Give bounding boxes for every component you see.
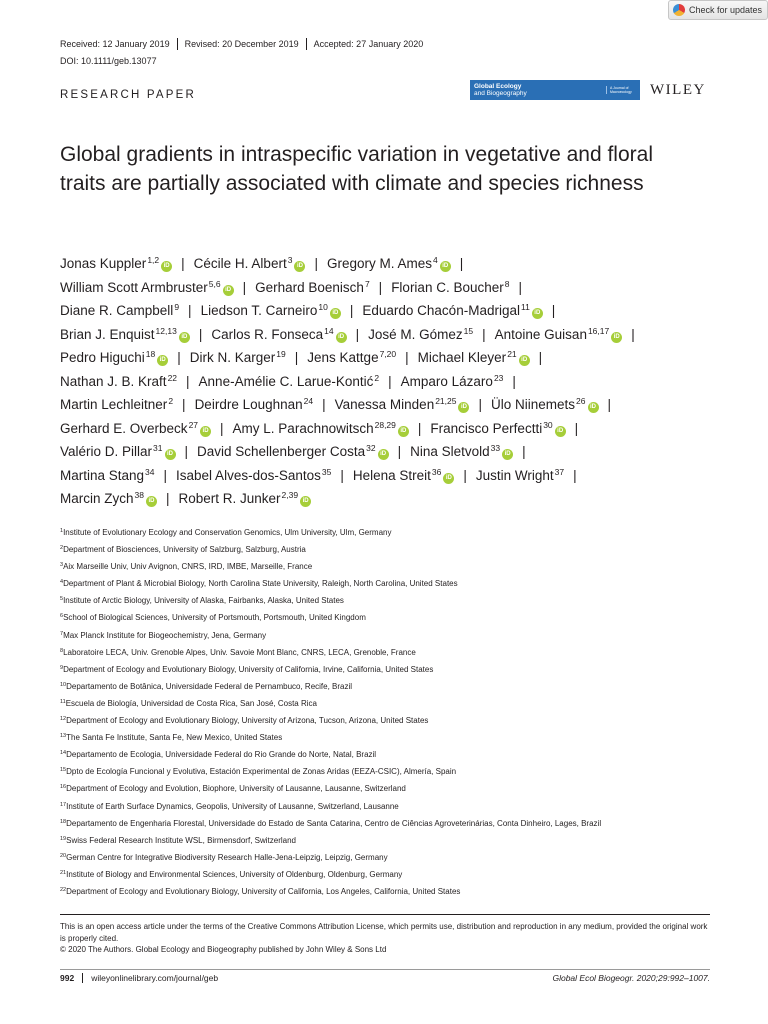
author-line: [60, 349, 720, 373]
affiliation: [60, 699, 720, 716]
author[interactable]: [60, 350, 168, 365]
affiliation-number: 20: [60, 852, 67, 859]
orcid-icon[interactable]: iD: [443, 473, 454, 484]
author-affiliation-ref: 35: [321, 466, 332, 477]
author-line: [60, 420, 720, 444]
orcid-icon[interactable]: iD: [336, 332, 347, 343]
author-name: Liedson T. Carneiro: [200, 303, 318, 318]
author[interactable]: [418, 350, 530, 365]
orcid-icon[interactable]: iD: [532, 308, 543, 319]
author[interactable]: [368, 327, 473, 342]
affiliation: [60, 802, 720, 819]
page-number: 992: [60, 973, 75, 983]
author-separator: |: [184, 444, 189, 459]
author[interactable]: [353, 468, 455, 483]
author-name: Jens Kattge: [307, 350, 379, 365]
affiliation: [60, 750, 720, 767]
author[interactable]: [307, 350, 396, 365]
footer-divider: [82, 973, 83, 983]
author-name: Martin Lechleitner: [60, 397, 168, 412]
author-separator: |: [397, 444, 402, 459]
author-separator: |: [551, 303, 556, 318]
author-name: Helena Streit: [352, 467, 431, 483]
author-name: Gregory M. Ames: [326, 256, 432, 271]
author[interactable]: [60, 421, 211, 436]
affiliation-text: Dpto de Ecología Funcional y Evolutiva, Estación Experimental de Zonas Aridas (EEZA-CSIC), Almería, Spain: [66, 767, 457, 777]
author-separator: |: [417, 420, 422, 436]
author[interactable]: [179, 491, 312, 506]
check-for-updates-button[interactable]: [668, 0, 768, 20]
affiliation: [60, 733, 720, 750]
author-name: David Schellenberger Costa: [197, 444, 366, 459]
date-divider: [306, 38, 307, 50]
affiliation-number: 16: [60, 784, 67, 791]
affiliation: [60, 528, 720, 545]
author-name: Eduardo Chacón-Madrigal: [362, 303, 520, 318]
author-name: Cécile H. Albert: [193, 256, 287, 271]
author-affiliation-ref: 9: [174, 302, 180, 312]
crossmark-icon: [673, 4, 685, 16]
author-affiliation-ref: 2: [374, 372, 380, 383]
author[interactable]: [430, 421, 565, 436]
author-separator: |: [242, 279, 247, 295]
author-affiliation-ref: 33: [490, 443, 501, 453]
author[interactable]: [362, 303, 542, 318]
affiliation: [60, 767, 720, 784]
author-affiliation-ref: 2,39: [281, 490, 299, 500]
author-separator: |: [177, 350, 181, 365]
author-separator: |: [188, 303, 192, 318]
author-name: Vanessa Minden: [334, 397, 435, 412]
orcid-icon[interactable]: iD: [200, 426, 211, 437]
affiliation: [60, 596, 720, 613]
affiliation-text: Department of Ecology and Evolutionary Biology, University of California, Los Angeles, California, United States: [66, 886, 461, 896]
author-affiliation-ref: 18: [145, 349, 156, 359]
affiliation-number: 5: [60, 596, 64, 603]
author-separator: |: [163, 467, 168, 483]
author[interactable]: [199, 374, 380, 389]
author-separator: |: [631, 326, 635, 342]
author[interactable]: [60, 374, 177, 389]
author[interactable]: [401, 374, 504, 389]
author-affiliation-ref: 12,13: [155, 325, 177, 336]
author-name: Francisco Perfectti: [430, 420, 543, 436]
affiliation: [60, 853, 720, 870]
affiliation-number: 13: [60, 733, 67, 740]
author-separator: |: [378, 279, 383, 295]
author-affiliation-ref: 4: [432, 255, 438, 265]
author-affiliation-ref: 32: [366, 443, 376, 453]
author-separator: |: [314, 256, 318, 271]
journal-logo-line2: and Biogeography: [474, 90, 527, 97]
orcid-icon[interactable]: iD: [330, 308, 341, 319]
author[interactable]: [335, 397, 470, 412]
author-line: [60, 302, 720, 326]
affiliation-number: 10: [60, 681, 67, 688]
orcid-icon[interactable]: iD: [300, 496, 311, 507]
author-name: William Scott Armbruster: [60, 279, 208, 295]
author-affiliation-ref: 5,6: [208, 278, 221, 289]
affiliation-text: Aix Marseille Univ, Univ Avignon, CNRS, IRD, IMBE, Marseille, France: [63, 562, 313, 572]
revised-date: Revised: 20 December 2019: [184, 39, 299, 49]
article-type: RESEARCH PAPER: [60, 89, 197, 101]
author-affiliation-ref: 2: [168, 396, 174, 406]
affiliation-text: Department of Ecology and Evolutionary Biology, University of Arizona, Tucson, Arizona, United States: [66, 716, 429, 726]
author-name: Michael Kleyer: [417, 350, 507, 365]
affiliation-text: Department of Ecology and Evolution, Biophore, University of Lausanne, Lausanne, Switzerland: [66, 784, 406, 794]
page-footer: [60, 973, 710, 983]
author-separator: |: [574, 420, 579, 436]
affiliation-text: Departamento de Engenharia Florestal, Universidade do Estado de Santa Catarina, Centro de Ciências Agroveterinárias, Conta Dinheiro, Lages, Brazil: [66, 818, 602, 828]
affiliation: [60, 562, 720, 579]
author[interactable]: [60, 327, 190, 342]
affiliation-list: [60, 528, 720, 904]
affiliation-number: 9: [60, 664, 64, 671]
orcid-icon[interactable]: iD: [223, 285, 234, 296]
doi[interactable]: DOI: 10.1111/geb.13077: [60, 56, 157, 66]
author-name: Gerhard Boenisch: [255, 279, 364, 295]
author[interactable]: [195, 397, 314, 412]
author-name: Nina Sletvold: [410, 444, 490, 459]
affiliation: [60, 716, 720, 733]
author-name: Antoine Guisan: [494, 326, 587, 342]
affiliation-number: 21: [60, 869, 67, 876]
affiliation-text: Institute of Evolutionary Ecology and Conservation Genomics, Ulm University, Ulm, Germany: [63, 528, 392, 537]
author-affiliation-ref: 24: [303, 396, 314, 406]
journal-logo[interactable]: [470, 80, 640, 100]
author-separator: |: [182, 397, 186, 412]
author-line: [60, 490, 720, 514]
affiliation: [60, 648, 720, 665]
author-separator: |: [355, 326, 360, 342]
author-name: Nathan J. B. Kraft: [60, 373, 167, 389]
author-affiliation-ref: 7,20: [379, 349, 397, 359]
affiliation-number: 11: [60, 698, 66, 705]
author-name: Diane R. Campbell: [60, 303, 174, 318]
author-affiliation-ref: 10: [318, 302, 328, 312]
author-separator: |: [482, 326, 486, 342]
author[interactable]: [60, 280, 234, 295]
author-name: Deirdre Loughnan: [194, 397, 303, 412]
author[interactable]: [495, 327, 623, 342]
orcid-icon[interactable]: iD: [611, 332, 622, 343]
publisher-logo[interactable]: WILEY: [650, 82, 706, 98]
affiliation: [60, 579, 720, 596]
author-affiliation-ref: 21,25: [435, 396, 457, 406]
affiliation-text: Escuela de Biología, Universidad de Costa Rica, San José, Costa Rica: [65, 698, 317, 708]
author[interactable]: [60, 256, 172, 271]
author-affiliation-ref: 37: [554, 466, 565, 477]
author-name: Brian J. Enquist: [60, 326, 155, 342]
author-affiliation-ref: 38: [134, 490, 144, 500]
orcid-icon[interactable]: iD: [440, 261, 451, 272]
affiliation-number: 7: [60, 630, 64, 637]
affiliation-text: German Centre for Integrative Biodiversity Research Halle-Jena-Leipzig, Leipzig, Germany: [66, 852, 388, 862]
license-notice: [60, 921, 710, 956]
author-line: [60, 326, 720, 350]
author-affiliation-ref: 19: [276, 349, 286, 359]
author-affiliation-ref: 28,29: [374, 419, 396, 430]
orcid-icon[interactable]: iD: [398, 426, 409, 437]
affiliation-text: Institute of Biology and Environmental Sciences, University of Oldenburg, Oldenburg, Germany: [66, 869, 403, 879]
author-name: Pedro Higuchi: [60, 350, 145, 365]
affiliation: [60, 870, 720, 887]
author[interactable]: [391, 280, 509, 295]
author[interactable]: [197, 444, 389, 459]
author-line: [60, 279, 720, 303]
author-separator: |: [322, 397, 326, 412]
author-affiliation-ref: 21: [507, 349, 517, 359]
author-separator: |: [340, 467, 344, 483]
author[interactable]: [60, 444, 176, 459]
affiliation: [60, 631, 720, 648]
orcid-icon[interactable]: iD: [165, 449, 176, 460]
accepted-date: Accepted: 27 January 2020: [313, 39, 424, 49]
orcid-icon[interactable]: iD: [161, 261, 172, 272]
affiliation-number: 22: [60, 886, 67, 893]
author-separator: |: [522, 444, 526, 459]
affiliation-text: Swiss Federal Research Institute WSL, Birmensdorf, Switzerland: [66, 835, 296, 845]
author-line: [60, 467, 720, 491]
affiliation-number: 19: [60, 835, 67, 842]
divider: [60, 969, 710, 970]
affiliation-text: Laboratoire LECA, Univ. Grenoble Alpes, Univ. Savoie Mont Blanc, CNRS, LECA, Grenoble, France: [63, 647, 416, 657]
author-affiliation-ref: 36: [431, 466, 442, 477]
author-separator: |: [538, 350, 543, 365]
orcid-icon[interactable]: iD: [146, 496, 157, 507]
author[interactable]: [233, 421, 409, 436]
author-separator: |: [607, 397, 612, 412]
affiliation: [60, 545, 720, 562]
author-name: Marcin Zych: [60, 491, 134, 506]
author-separator: |: [512, 373, 516, 389]
orcid-icon[interactable]: iD: [519, 355, 530, 366]
affiliation-text: Department of Biosciences, University of Salzburg, Salzburg, Austria: [63, 545, 306, 555]
orcid-icon[interactable]: iD: [502, 449, 513, 460]
affiliation: [60, 665, 720, 682]
divider: [60, 914, 710, 915]
affiliation-number: 8: [60, 647, 64, 654]
affiliation-text: Max Planck Institute for Biogeochemistry, Jena, Germany: [63, 630, 267, 640]
author-separator: |: [478, 397, 482, 412]
author-line: [60, 396, 720, 420]
affiliation: [60, 819, 720, 836]
author-separator: |: [181, 256, 185, 271]
author-name: Anne-Amélie C. Larue-Kontić: [198, 373, 374, 389]
orcid-icon[interactable]: iD: [179, 332, 190, 343]
author[interactable]: [190, 350, 286, 365]
author-affiliation-ref: 34: [145, 466, 155, 477]
author-name: José M. Gómez: [368, 326, 463, 342]
affiliation-number: 18: [60, 818, 67, 825]
author-name: Jonas Kuppler: [60, 256, 147, 271]
author-affiliation-ref: 11: [520, 302, 530, 312]
orcid-icon[interactable]: iD: [588, 402, 599, 413]
affiliation-text: Institute of Arctic Biology, University of Alaska, Fairbanks, Alaska, United States: [63, 596, 344, 606]
author-name: Justin Wright: [475, 467, 554, 483]
affiliation-text: Departamento de Botânica, Universidade Federal de Pernambuco, Recife, Brazil: [66, 681, 353, 691]
author-name: Martina Stang: [60, 467, 145, 483]
affiliation-text: Institute of Earth Surface Dynamics, Geopolis, University of Lausanne, Switzerland, Lausanne: [66, 801, 399, 811]
author-separator: |: [573, 467, 577, 483]
affiliation: [60, 613, 720, 630]
check-updates-label: Check for updates: [689, 5, 763, 15]
author-name: Isabel Alves-dos-Santos: [176, 467, 321, 483]
affiliation: [60, 784, 720, 801]
author-affiliation-ref: 15: [463, 325, 474, 336]
affiliation-text: The Santa Fe Institute, Santa Fe, New Mexico, United States: [66, 733, 283, 743]
author-affiliation-ref: 27: [188, 419, 199, 430]
author-affiliation-ref: 26: [576, 396, 586, 406]
affiliation: [60, 682, 720, 699]
affiliation-number: 15: [60, 767, 67, 774]
author-separator: |: [463, 467, 467, 483]
author-name: Florian C. Boucher: [391, 279, 504, 295]
author-separator: |: [220, 420, 224, 436]
affiliation-text: Department of Plant & Microbial Biology, North Carolina State University, Raleigh, North Carolina, United States: [63, 579, 458, 589]
author[interactable]: [491, 397, 599, 412]
author[interactable]: [60, 397, 173, 412]
author-affiliation-ref: 3: [287, 255, 293, 265]
author-affiliation-ref: 23: [493, 372, 504, 383]
journal-logo-name: [474, 83, 606, 98]
author-separator: |: [388, 373, 392, 389]
orcid-icon[interactable]: iD: [157, 355, 168, 366]
orcid-icon[interactable]: iD: [294, 261, 305, 272]
author-name: Valério D. Pillar: [60, 444, 153, 459]
author-name: Gerhard E. Overbeck: [60, 420, 188, 436]
journal-logo-line1: Global Ecology: [474, 82, 522, 90]
author-name: Amparo Lázaro: [400, 373, 493, 389]
affiliation-text: Departamento de Ecologia, Universidade Federal do Rio Grande do Norte, Natal, Brazil: [66, 750, 377, 760]
orcid-icon[interactable]: iD: [458, 402, 469, 413]
author-name: Ülo Niinemets: [491, 397, 576, 412]
author-affiliation-ref: 22: [167, 372, 178, 383]
article-dates: [60, 38, 423, 50]
author[interactable]: [410, 444, 513, 459]
author-separator: |: [518, 279, 522, 295]
author-separator: |: [405, 350, 409, 365]
author[interactable]: [201, 303, 341, 318]
author-affiliation-ref: 1,2: [147, 255, 160, 265]
author-name: Robert R. Junker: [178, 491, 281, 506]
author[interactable]: [327, 256, 451, 271]
affiliation-text: School of Biological Sciences, University of Portsmouth, Portsmouth, United Kingdom: [63, 613, 366, 623]
orcid-icon[interactable]: iD: [378, 449, 389, 460]
author-separator: |: [349, 303, 354, 318]
author-line: [60, 443, 720, 467]
license-text: This is an open access article under the terms of the Creative Commons Attribution License, which permits use, distribution and reproduction in any medium, provided the original work is properly cited.: [60, 922, 708, 943]
affiliation-number: 12: [60, 716, 67, 723]
author-affiliation-ref: 16,17: [587, 325, 610, 336]
citation: Global Ecol Biogeogr. 2020;29:992–1007.: [552, 973, 710, 983]
author-affiliation-ref: 30: [543, 419, 553, 430]
journal-url[interactable]: wileyonlinelibrary.com/journal/geb: [91, 973, 219, 983]
author-affiliation-ref: 31: [153, 443, 163, 453]
affiliation-number: 1: [60, 528, 64, 534]
orcid-icon[interactable]: iD: [555, 426, 566, 437]
author[interactable]: [60, 491, 157, 506]
affiliation-number: 14: [60, 750, 67, 757]
affiliation: [60, 887, 720, 904]
author[interactable]: [255, 280, 370, 295]
author[interactable]: [60, 468, 155, 483]
affiliation-number: 3: [60, 562, 64, 569]
affiliation-number: 4: [60, 579, 64, 586]
journal-logo-subtitle: A Journal of Macroecology: [606, 86, 634, 94]
author-separator: |: [165, 491, 170, 506]
author-affiliation-ref: 7: [364, 278, 370, 289]
author-separator: |: [198, 326, 203, 342]
author-line: [60, 373, 720, 397]
author-separator: |: [186, 373, 190, 389]
date-divider: [177, 38, 178, 50]
affiliation-number: 2: [60, 545, 64, 552]
author-name: Amy L. Parachnowitsch: [232, 420, 374, 436]
author-separator: |: [459, 256, 464, 271]
affiliation-text: Department of Ecology and Evolutionary Biology, University of California, Irvine, California, United States: [63, 664, 434, 674]
author[interactable]: [476, 468, 564, 483]
author[interactable]: [60, 303, 179, 318]
author[interactable]: [176, 468, 331, 483]
author-affiliation-ref: 8: [504, 278, 510, 289]
author-affiliation-ref: 14: [324, 325, 334, 336]
author-line: [60, 255, 720, 279]
author-separator: |: [294, 350, 299, 365]
affiliation: [60, 836, 720, 853]
author-name: Carlos R. Fonseca: [211, 326, 324, 342]
author[interactable]: [211, 327, 346, 342]
author[interactable]: [194, 256, 306, 271]
article-title: Global gradients in intraspecific variation in vegetative and floral traits are partially associated with climate and species richness: [60, 143, 653, 195]
author-list: [60, 255, 720, 514]
affiliation-number: 6: [60, 613, 64, 620]
received-date: Received: 12 January 2019: [60, 39, 170, 49]
copyright-text: © 2020 The Authors. Global Ecology and Biogeography published by John Wiley & Sons Ltd: [60, 945, 387, 954]
author-name: Dirk N. Karger: [189, 350, 276, 365]
affiliation-number: 17: [60, 801, 67, 808]
